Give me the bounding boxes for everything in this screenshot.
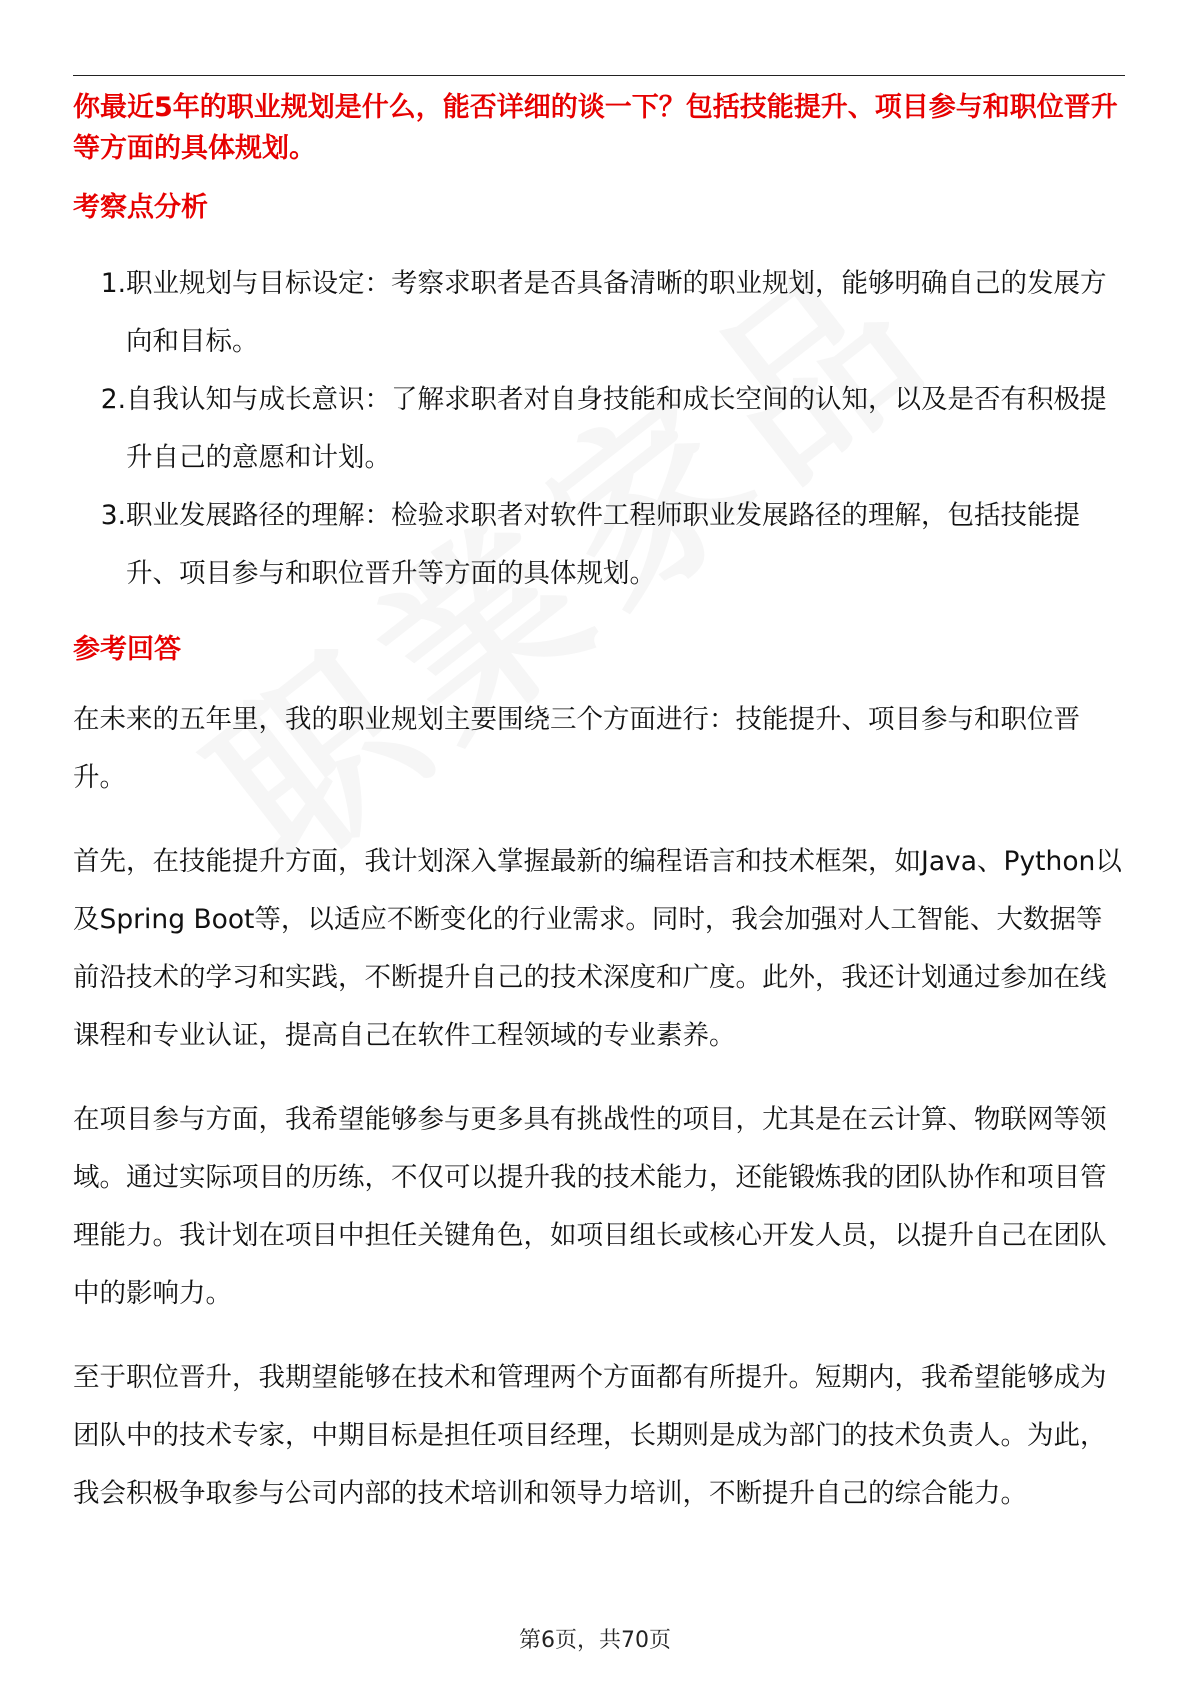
analysis-point — [73, 255, 1125, 371]
analysis-point — [73, 487, 1125, 603]
page-number: 第6页，共70页 — [519, 1628, 671, 1653]
analysis-point — [73, 371, 1125, 487]
document-body — [73, 88, 1125, 1523]
point-text: 自我认知与成长意识：了解求职者对自身技能和成长空间的认知，以及是否有积极提升自己的意愿和计划。 — [126, 383, 1107, 473]
answer-paragraph: 首先，在技能提升方面，我计划深入掌握最新的编程语言和技术框架，如Java、Python以及Spring Boot等，以适应不断变化的行业需求。同时，我会加强对人工智能、大数据等前沿技术的学习和实践，不断提升自己的技术深度和广度。此外，我还计划通过参加在线课程和专业认证，提高自己在软件工程领域的专业素养。 — [73, 845, 1122, 1051]
top-divider — [73, 75, 1125, 76]
analysis-list — [73, 255, 1125, 603]
answer-paragraph: 在未来的五年里，我的职业规划主要围绕三个方面进行：技能提升、项目参与和职位晋升。 — [73, 703, 1080, 793]
analysis-heading: 考察点分析 — [73, 192, 208, 223]
answer-paragraph: 在项目参与方面，我希望能够参与更多具有挑战性的项目，尤其是在云计算、物联网等领域。通过实际项目的历练，不仅可以提升我的技术能力，还能锻炼我的团队协作和项目管理能力。我计划在项目中担任关键角色，如项目组长或核心开发人员，以提升自己在团队中的影响力。 — [73, 1103, 1107, 1309]
point-number: 1. — [100, 267, 126, 299]
point-text: 职业规划与目标设定：考察求职者是否具备清晰的职业规划，能够明确自己的发展方向和目标。 — [126, 267, 1107, 357]
point-number: 3. — [100, 499, 126, 531]
point-text: 职业发展路径的理解：检验求职者对软件工程师职业发展路径的理解，包括技能提升、项目参与和职位晋升等方面的具体规划。 — [126, 499, 1080, 589]
question-text: 你最近5年的职业规划是什么，能否详细的谈一下？包括技能提升、项目参与和职位晋升等方面的具体规划。 — [73, 92, 1118, 164]
answer-heading: 参考回答 — [73, 633, 181, 665]
answer-paragraph: 至于职位晋升，我期望能够在技术和管理两个方面都有所提升。短期内，我希望能够成为团队中的技术专家，中期目标是担任项目经理，长期则是成为部门的技术负责人。为此，我会积极争取参与公司内部的技术培训和领导力培训，不断提升自己的综合能力。 — [73, 1361, 1107, 1509]
point-number: 2. — [100, 383, 126, 415]
